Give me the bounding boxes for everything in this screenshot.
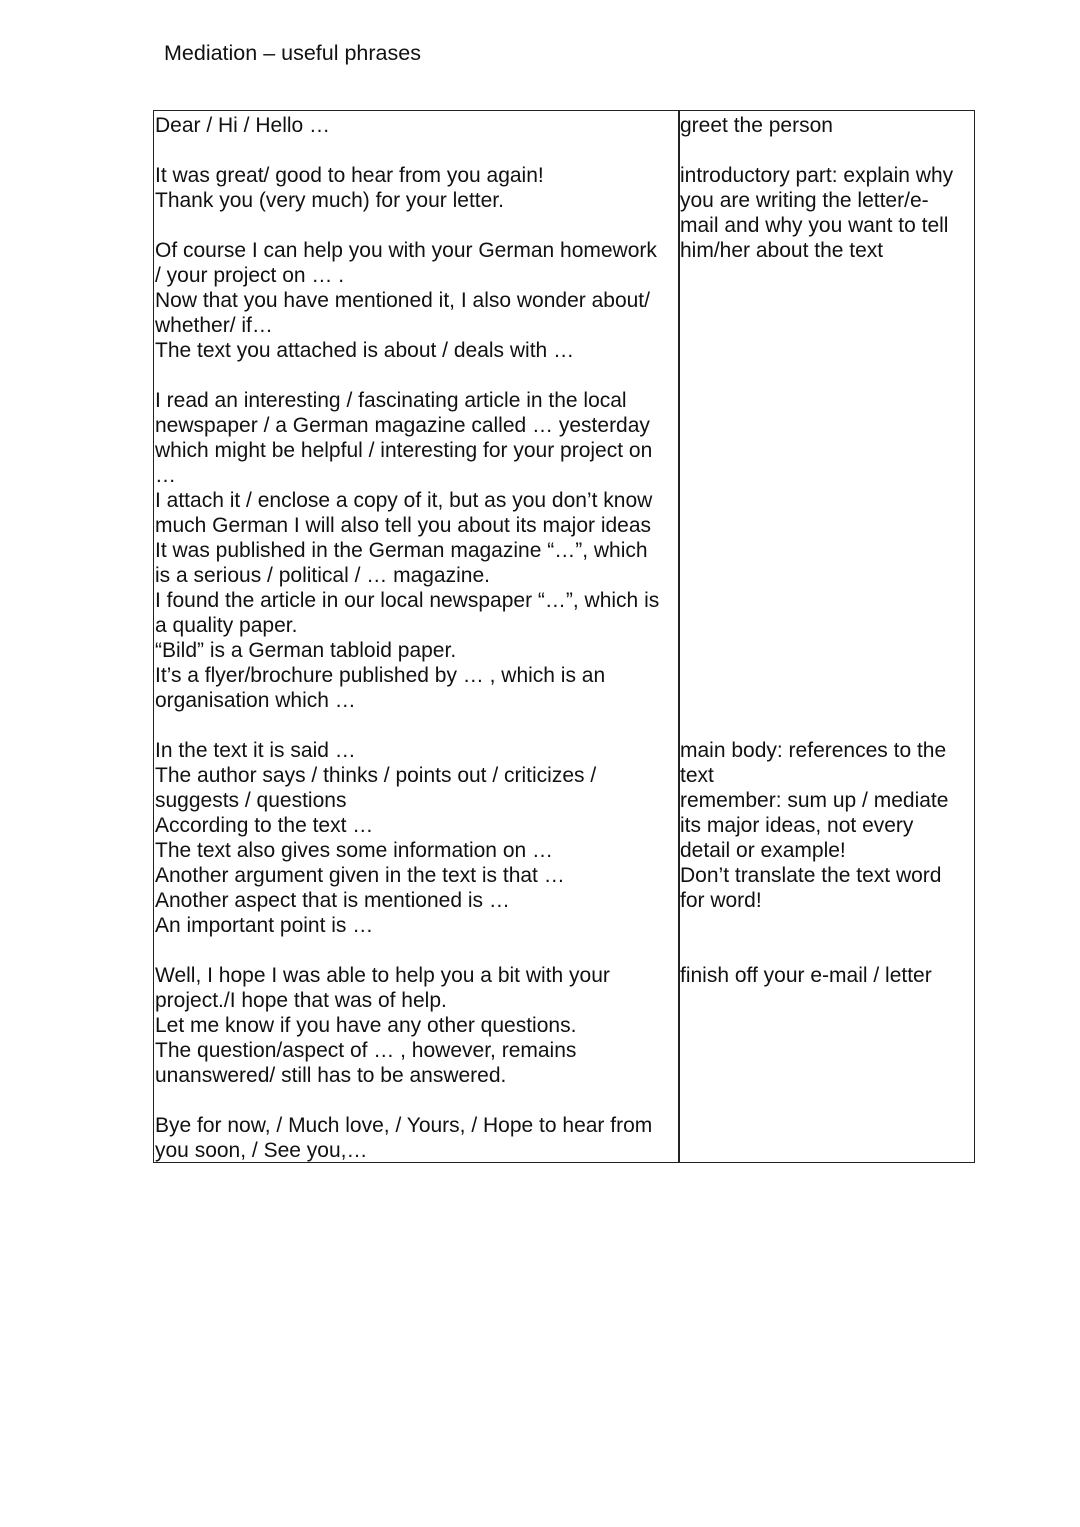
note-line: text: [680, 764, 714, 787]
phrase-line: Another aspect that is mentioned is …: [155, 889, 510, 912]
phrases-column: [154, 113, 678, 1163]
note-line: introductory part: explain why: [680, 164, 954, 187]
phrase-line: The author says / thinks / points out / criticizes /: [155, 764, 597, 787]
phrase-line: It was published in the German magazine “…”, which: [155, 539, 648, 562]
main-body-note: [679, 738, 975, 913]
phrase-line: much German I will also tell you about its major ideas: [155, 514, 652, 537]
phrase-line: An important point is …: [155, 914, 374, 937]
source-phrases: [154, 388, 678, 713]
note-line: mail and why you want to tell: [680, 214, 949, 237]
phrase-line: The text also gives some information on …: [155, 839, 554, 862]
phrase-line: Thank you (very much) for your letter.: [155, 189, 504, 212]
note-line: detail or example!: [680, 839, 846, 862]
page-title: Mediation – useful phrases: [164, 41, 421, 65]
phrase-line: organisation which …: [155, 689, 356, 712]
phrase-line: Another argument given in the text is that …: [155, 864, 565, 887]
intro-phrases: [154, 238, 678, 363]
phrase-line: newspaper / a German magazine called … yesterday: [155, 414, 650, 437]
phrase-line: …: [155, 464, 176, 487]
phrase-line: It’s a flyer/brochure published by … , which is an: [155, 664, 606, 687]
note-line: remember: sum up / mediate: [680, 789, 949, 812]
intro-note: [679, 163, 975, 263]
greeting-note: [679, 113, 975, 138]
phrase-line: you soon, / See you,…: [155, 1139, 368, 1162]
phrase-line: Dear / Hi / Hello …: [155, 114, 331, 137]
phrase-line: I read an interesting / fascinating article in the local: [155, 389, 627, 412]
phrase-line: / your project on … .: [155, 264, 345, 287]
phrase-line: I attach it / enclose a copy of it, but as you don’t know: [155, 489, 653, 512]
closing-note: [679, 963, 975, 988]
phrase-line: Well, I hope I was able to help you a bit with your: [155, 964, 610, 987]
note-line: him/her about the text: [680, 239, 884, 262]
phrase-line: suggests / questions: [155, 789, 347, 812]
phrase-line: is a serious / political / … magazine.: [155, 564, 490, 587]
phrase-line: unanswered/ still has to be answered.: [155, 1064, 507, 1087]
phrase-line: According to the text …: [155, 814, 374, 837]
phrase-line: The text you attached is about / deals with …: [155, 339, 575, 362]
phrase-line: a quality paper.: [155, 614, 298, 637]
greeting-phrases: [154, 113, 678, 138]
phrase-line: Let me know if you have any other questions.: [155, 1014, 577, 1037]
phrase-line: In the text it is said …: [155, 739, 356, 762]
phrase-line: Bye for now, / Much love, / Yours, / Hope to hear from: [155, 1114, 653, 1137]
note-line: its major ideas, not every: [680, 814, 914, 837]
phrase-line: Of course I can help you with your German homework: [155, 239, 657, 262]
phrase-line: “Bild” is a German tabloid paper.: [155, 639, 457, 662]
closing-phrases: [154, 963, 678, 1088]
phrase-line: which might be helpful / interesting for your project on: [155, 439, 653, 462]
phrase-line: project./I hope that was of help.: [155, 989, 447, 1012]
phrase-line: The question/aspect of … , however, remains: [155, 1039, 577, 1062]
phrase-line: It was great/ good to hear from you again!: [155, 164, 544, 187]
note-line: main body: references to the: [680, 739, 947, 762]
note-line: finish off your e-mail / letter: [680, 964, 932, 987]
explanations-column: [679, 113, 975, 988]
phrases-table: [153, 110, 975, 1163]
phrase-line: Now that you have mentioned it, I also wonder about/: [155, 289, 650, 312]
note-line: you are writing the letter/e-: [680, 189, 929, 212]
main-body-phrases: [154, 738, 678, 938]
phrase-line: I found the article in our local newspaper “…”, which is: [155, 589, 660, 612]
note-line: greet the person: [680, 114, 833, 137]
thanks-phrases: [154, 163, 678, 213]
phrase-line: whether/ if…: [155, 314, 273, 337]
note-line: for word!: [680, 889, 762, 912]
note-line: Don’t translate the text word: [680, 864, 942, 887]
signoff-phrases: [154, 1113, 678, 1163]
